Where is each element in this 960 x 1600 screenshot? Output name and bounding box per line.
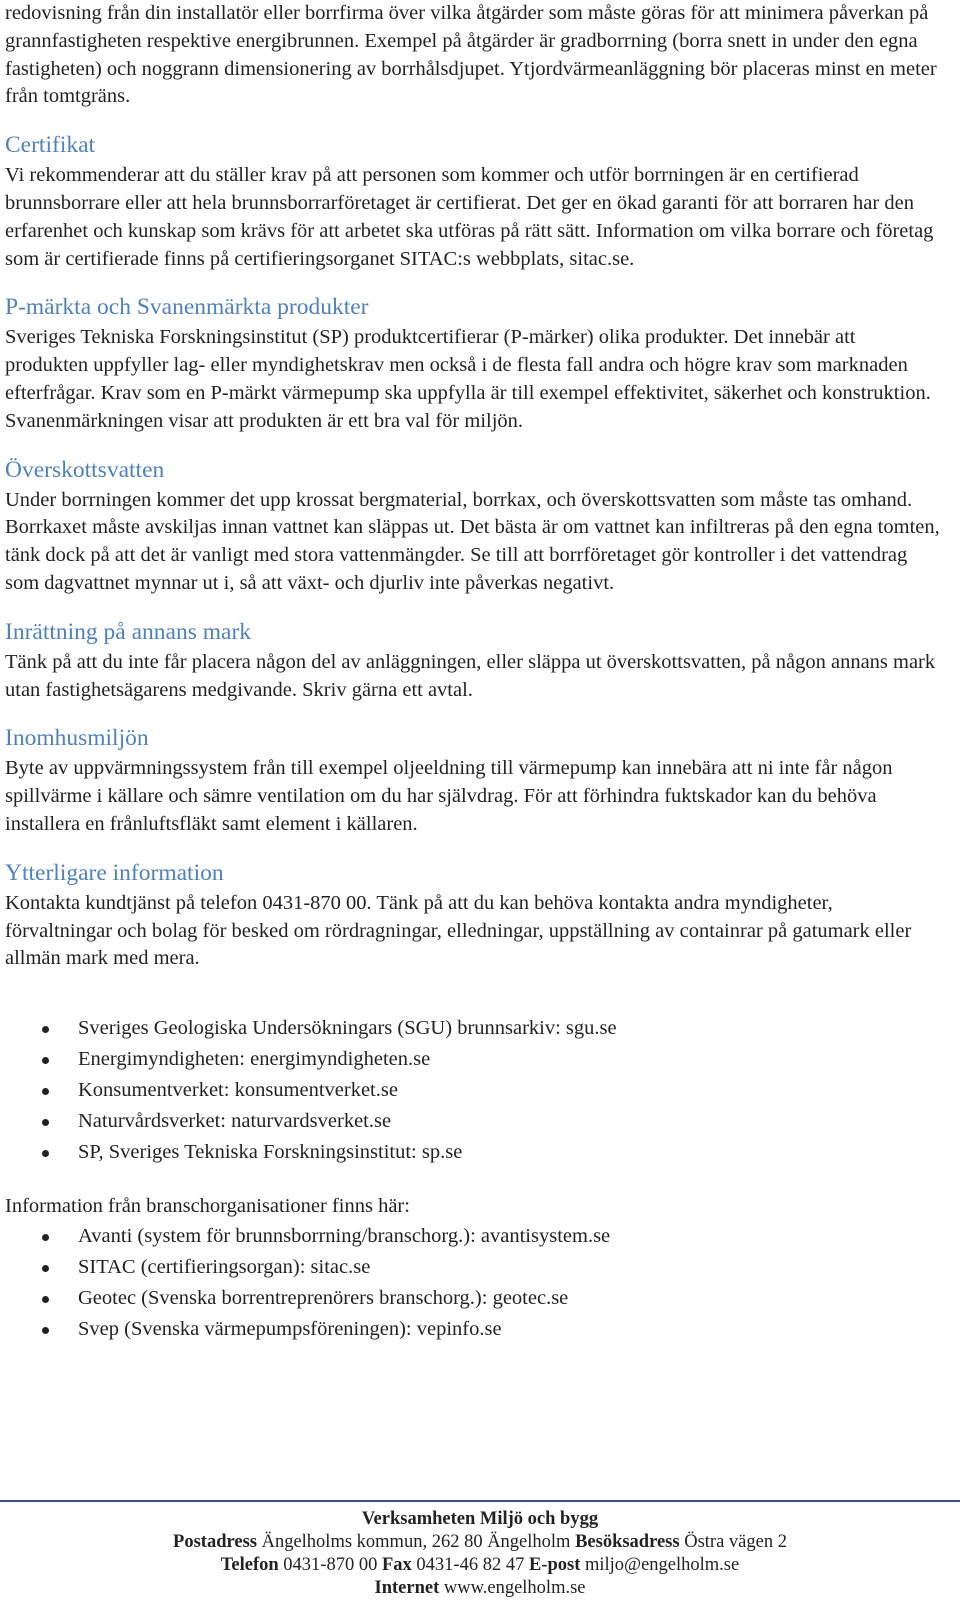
internet-value: www.engelholm.se: [443, 1578, 586, 1598]
list-item: Sveriges Geologiska Undersökningars (SGU) brunnsarkiv: sgu.se: [5, 1013, 940, 1044]
authority-links-list: [5, 1013, 940, 1168]
section-p-markta-produkter: [5, 292, 940, 435]
document-body: [5, 0, 940, 1345]
section-body: Under borrningen kommer det upp krossat bergmaterial, borrkax, och överskottsvatten som måste tas omhand. Borrkaxet måste avskiljas innan vattnet kan släppas ut. Det bästa är om vattnet kan infiltreras på den egna tomten, tänk dock på att det är vanligt med stora vattenmängder. Se till att borrföretaget gör kontroller i det vattendrag som dagvattnet mynnar ut i, så att växt- och djurliv inte påverkas negativt.: [5, 488, 940, 594]
section-body: Byte av uppvärmningssystem från till exempel oljeeldning till värmepump kan innebära att ni inte får någon spillvärme i källare och sämre ventilation om du har självdrag. För att förhindra fuktskador kan du behöva installera en frånluftsfläkt samt element i källaren.: [5, 757, 893, 835]
list-item: SP, Sveriges Tekniska Forskningsinstitut: sp.se: [5, 1137, 940, 1168]
telefon-label: Telefon: [220, 1555, 279, 1575]
section-overskottsvatten: [5, 455, 940, 598]
list-item: Energimyndigheten: energimyndigheten.se: [5, 1044, 940, 1075]
section-inomhusmiljon: [5, 723, 940, 838]
section-body: Sveriges Tekniska Forskningsinstitut (SP) produktcertifierar (P-märker) olika produkter. Det innebär att produkten uppfyller lag- eller myndighetskrav men också i de flesta fall andra och högre krav som marknaden efterfrågar. Krav som en P-märkt värmepump ska uppfylla är till exempel effektivitet, säkerhet och konstruktion. Svanenmärkningen visar att produkten är ett bra val för miljön.: [5, 326, 931, 432]
fax-value: 0431-46 82 47: [416, 1555, 525, 1575]
section-inrattning-pa-annans-mark: [5, 617, 940, 705]
footer-contact-line: [0, 1554, 960, 1577]
epost-label: E-post: [528, 1555, 581, 1575]
epost-value: miljo@engelholm.se: [584, 1555, 740, 1575]
footer-address-line: [0, 1531, 960, 1554]
internet-label: Internet: [374, 1578, 440, 1598]
section-certifikat: [5, 130, 940, 273]
section-ytterligare-information: [5, 858, 940, 973]
page-footer: [0, 1500, 960, 1600]
list-item: Naturvårdsverket: naturvardsverket.se: [5, 1106, 940, 1137]
fax-label: Fax: [381, 1555, 412, 1575]
section-heading: Ytterligare information: [5, 859, 224, 886]
list-item: Svep (Svenska värmepumpsföreningen): vepinfo.se: [5, 1314, 940, 1345]
section-heading: Överskottsvatten: [5, 456, 165, 483]
postadress-label: Postadress: [173, 1532, 257, 1552]
list-item: Avanti (system för brunnsborrning/branschorg.): avantisystem.se: [5, 1221, 940, 1252]
list-item: Geotec (Svenska borrentreprenörers branschorg.): geotec.se: [5, 1283, 940, 1314]
intro-paragraph: redovisning från din installatör eller borrfirma över vilka åtgärder som måste göras för att minimera påverkan på grannfastigheten respektive energibrunnen. Exempel på åtgärder är gradborrning (borra snett in under den egna fastigheten) och noggrann dimensionering av borrhålsdjupet. Ytjordvärmeanläggning bör placeras minst en meter från tomtgräns.: [5, 2, 937, 108]
list-item: Konsumentverket: konsumentverket.se: [5, 1075, 940, 1106]
section-heading: P-märkta och Svanenmärkta produkter: [5, 294, 369, 321]
footer-internet-line: [0, 1577, 960, 1600]
section-body: Tänk på att du inte får placera någon del av anläggningen, eller släppa ut överskottsvatten, på någon annans mark utan fastighetsägarens medgivande. Skriv gärna ett avtal.: [5, 650, 936, 701]
section-body: Kontakta kundtjänst på telefon 0431-870 00. Tänk på att du kan behöva kontakta andra myndigheter, förvaltningar och bolag för besked om rördragningar, elledningar, uppställning av containrar på gatumark eller allmän mark med mera.: [5, 891, 912, 970]
besoksadress-label: Besöksadress: [575, 1532, 680, 1552]
besoksadress-value: Östra vägen 2: [684, 1532, 787, 1552]
section-heading: Inrättning på annans mark: [5, 618, 252, 645]
section-heading: Certifikat: [5, 132, 96, 159]
telefon-value: 0431-870 00: [283, 1555, 378, 1575]
branch-links-list: [5, 1221, 940, 1345]
branch-intro: Information från branschorganisationer finns här:: [5, 1195, 410, 1218]
section-body: Vi rekommenderar att du ställer krav på att personen som kommer och utför borrningen är en certifierad brunnsborrare eller att hela brunnsborrarföretaget är certifierat. Det ger en ökad garanti för att borraren har den erfarenhet och kunskap som krävs för att arbetet ska utföras på rätt sätt. Information om vilka borrare och företag som är certifierade finns på certifieringsorganet SITAC:s webbplats, sitac.se.: [5, 164, 934, 270]
section-heading: Inomhusmiljön: [5, 725, 149, 752]
footer-org: Verksamheten Miljö och bygg: [361, 1509, 599, 1529]
list-item: SITAC (certifieringsorgan): sitac.se: [5, 1252, 940, 1283]
postadress-value: Ängelholms kommun, 262 80 Ängelholm: [261, 1532, 571, 1552]
